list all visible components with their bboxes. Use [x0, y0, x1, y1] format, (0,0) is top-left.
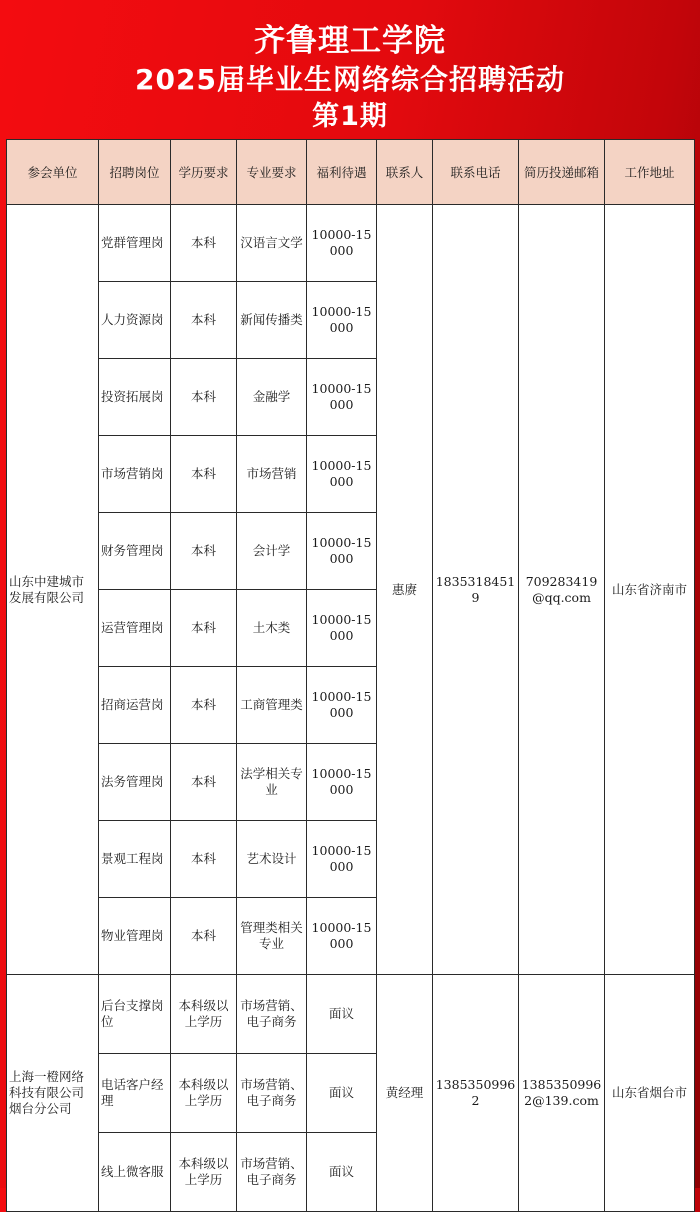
contact-person: 惠赓	[377, 205, 433, 975]
position-cell: 后台支撑岗位	[99, 975, 171, 1054]
header-education: 学历要求	[171, 140, 237, 205]
position-cell: 招商运营岗	[99, 667, 171, 744]
header-address: 工作地址	[605, 140, 695, 205]
position-cell: 法务管理岗	[99, 744, 171, 821]
major-cell: 工商管理类	[237, 667, 307, 744]
school-name: 齐鲁理工学院	[254, 23, 446, 59]
table-header-row	[7, 140, 695, 205]
education-cell: 本科	[171, 359, 237, 436]
recruitment-table	[6, 139, 695, 1212]
header-position: 招聘岗位	[99, 140, 171, 205]
major-cell: 市场营销	[237, 436, 307, 513]
salary-cell: 面议	[307, 975, 377, 1054]
salary-cell: 面议	[307, 1054, 377, 1133]
education-cell: 本科	[171, 436, 237, 513]
major-cell: 市场营销、电子商务	[237, 975, 307, 1054]
education-cell: 本科	[171, 667, 237, 744]
education-cell: 本科级以上学历	[171, 1054, 237, 1133]
position-cell: 投资拓展岗	[99, 359, 171, 436]
contact-phone: 18353184519	[433, 205, 519, 975]
position-cell: 财务管理岗	[99, 513, 171, 590]
education-cell: 本科	[171, 898, 237, 975]
company-name: 山东中建城市发展有限公司	[7, 205, 99, 975]
major-cell: 法学相关专业	[237, 744, 307, 821]
table-row	[7, 975, 695, 1054]
company-name: 上海一橙网络科技有限公司烟台分公司	[7, 975, 99, 1212]
poster-title	[0, 0, 700, 138]
header-email: 简历投递邮箱	[519, 140, 605, 205]
major-cell: 汉语言文学	[237, 205, 307, 282]
major-cell: 金融学	[237, 359, 307, 436]
education-cell: 本科	[171, 821, 237, 898]
issue-number: 第1期	[312, 101, 388, 132]
position-cell: 人力资源岗	[99, 282, 171, 359]
major-cell: 市场营销、电子商务	[237, 1133, 307, 1212]
event-title: 2025届毕业生网络综合招聘活动	[135, 63, 565, 96]
contact-person: 黄经理	[377, 975, 433, 1212]
major-cell: 艺术设计	[237, 821, 307, 898]
salary-cell: 10000-15000	[307, 821, 377, 898]
header-phone: 联系电话	[433, 140, 519, 205]
salary-cell: 面议	[307, 1133, 377, 1212]
education-cell: 本科	[171, 513, 237, 590]
salary-cell: 10000-15000	[307, 667, 377, 744]
salary-cell: 10000-15000	[307, 513, 377, 590]
salary-cell: 10000-15000	[307, 359, 377, 436]
header-major: 专业要求	[237, 140, 307, 205]
work-address: 山东省济南市	[605, 205, 695, 975]
education-cell: 本科级以上学历	[171, 1133, 237, 1212]
work-address: 山东省烟台市	[605, 975, 695, 1212]
header-company: 参会单位	[7, 140, 99, 205]
position-cell: 物业管理岗	[99, 898, 171, 975]
position-cell: 景观工程岗	[99, 821, 171, 898]
position-cell: 电话客户经理	[99, 1054, 171, 1133]
resume-email: 13853509962@139.com	[519, 975, 605, 1212]
position-cell: 党群管理岗	[99, 205, 171, 282]
contact-phone: 13853509962	[433, 975, 519, 1212]
major-cell: 管理类相关专业	[237, 898, 307, 975]
education-cell: 本科	[171, 590, 237, 667]
education-cell: 本科	[171, 205, 237, 282]
major-cell: 会计学	[237, 513, 307, 590]
table-row	[7, 205, 695, 282]
major-cell: 新闻传播类	[237, 282, 307, 359]
header-contact: 联系人	[377, 140, 433, 205]
salary-cell: 10000-15000	[307, 744, 377, 821]
salary-cell: 10000-15000	[307, 282, 377, 359]
position-cell: 运营管理岗	[99, 590, 171, 667]
education-cell: 本科	[171, 282, 237, 359]
salary-cell: 10000-15000	[307, 590, 377, 667]
position-cell: 市场营销岗	[99, 436, 171, 513]
position-cell: 线上微客服	[99, 1133, 171, 1212]
education-cell: 本科级以上学历	[171, 975, 237, 1054]
major-cell: 市场营销、电子商务	[237, 1054, 307, 1133]
resume-email: 709283419@qq.com	[519, 205, 605, 975]
salary-cell: 10000-15000	[307, 205, 377, 282]
major-cell: 土木类	[237, 590, 307, 667]
salary-cell: 10000-15000	[307, 898, 377, 975]
header-salary: 福利待遇	[307, 140, 377, 205]
education-cell: 本科	[171, 744, 237, 821]
salary-cell: 10000-15000	[307, 436, 377, 513]
